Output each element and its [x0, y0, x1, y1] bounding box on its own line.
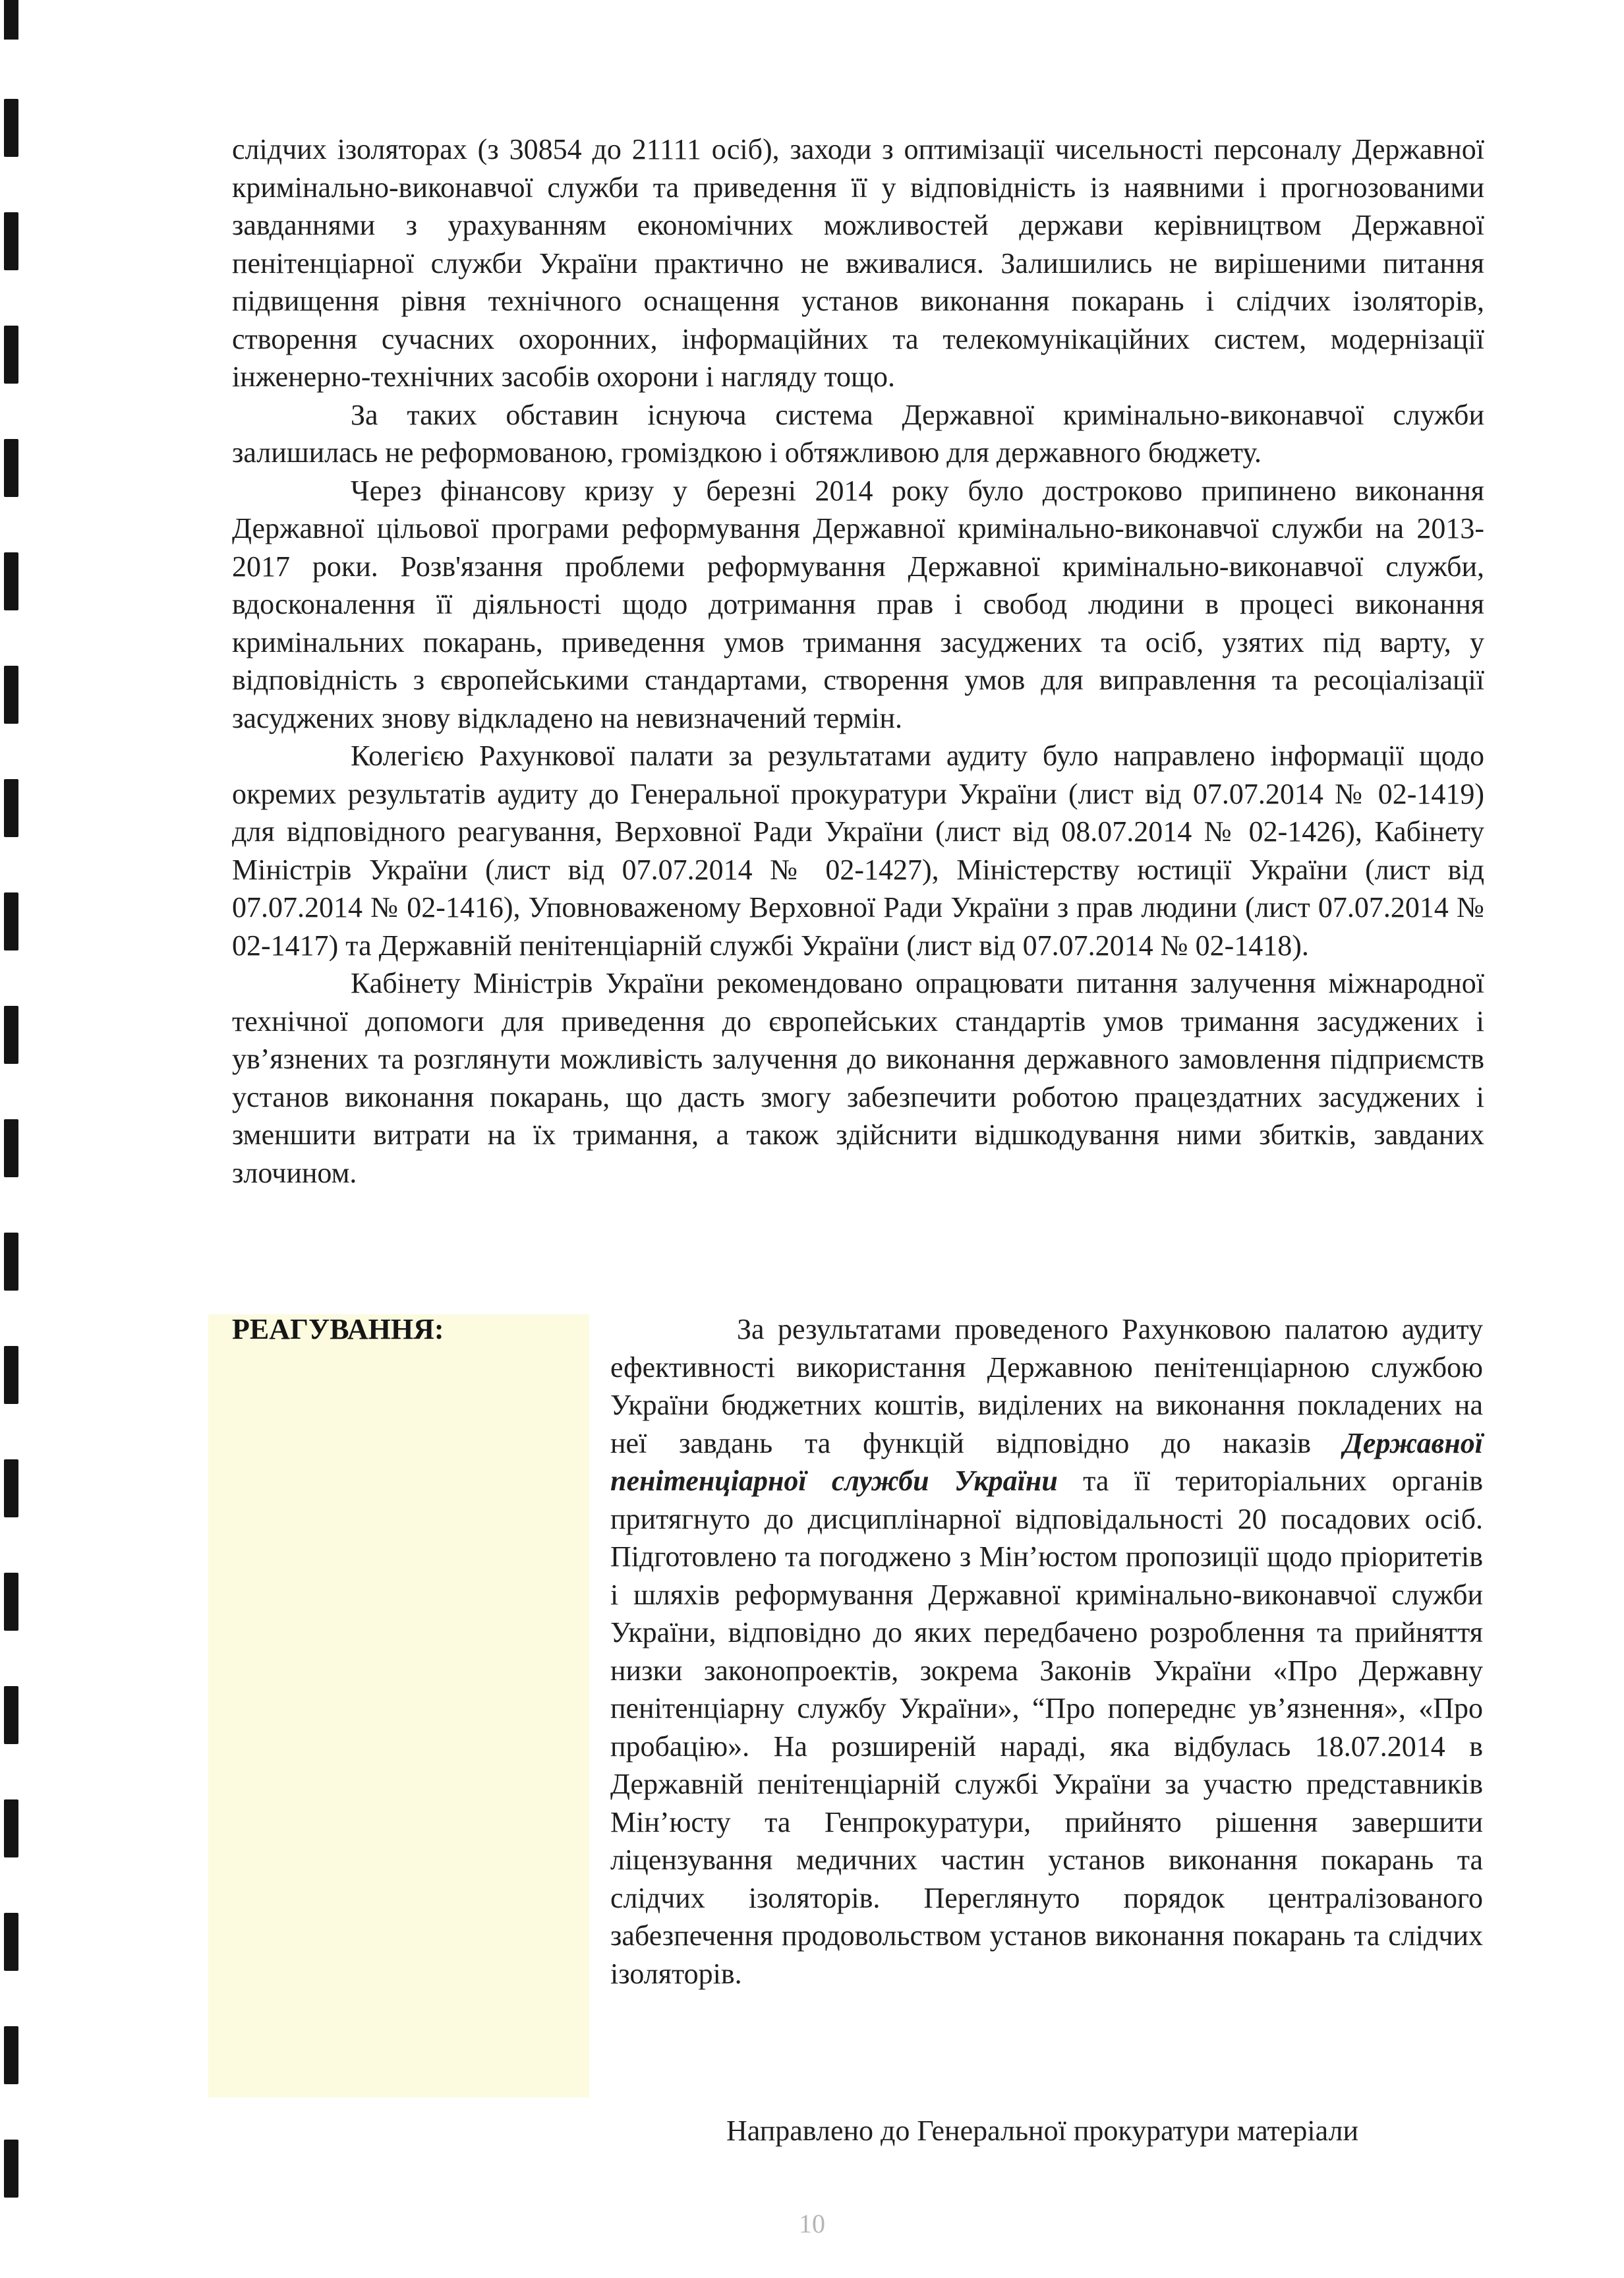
- reaction-text-end: та її територіальних органів притягнуто до дисциплінарної відповідальності 20 посадових осіб. Підготовлено та погоджено з Мін’юстом пропозиції щодо пріоритетів і шляхів реформування Державної кримінально-виконавчої служби України, відповідно до яких передбачено розроблення та прийняття низки законопроектів, зокрема Законів України «Про Державну пенітенціарну службу України», “Про попереднє ув’язнення», «Про пробацію». На розширеній нараді, яка відбулась 18.07.2014 в Державній пенітенціарній службі України за участю представників Мін’юсту та Генпрокуратури, прийнято рішення завершити ліцензування медичних частин установ виконання покарань та слідчих ізоляторів. Переглянуто порядок централізованого забезпечення продовольством установ виконання покарань та слідчих ізоляторів.: [610, 1465, 1484, 1990]
- binding-mark: [4, 1346, 18, 1404]
- binding-mark: [4, 212, 18, 270]
- binding-mark: [4, 552, 18, 610]
- binding-mark: [4, 2140, 18, 2198]
- binding-mark: [4, 439, 18, 497]
- reaction-heading: РЕАГУВАННЯ:: [232, 1313, 444, 1345]
- binding-mark: [4, 1686, 18, 1744]
- reaction-emphasis: Державної пенітенціарної служби України: [610, 1426, 1483, 1497]
- binding-mark: [4, 99, 18, 157]
- page-number: 10: [799, 2209, 825, 2238]
- paragraph-prosecutor-materials: Направлено до Генеральної прокуратури матеріали: [726, 2115, 1359, 2147]
- reaction-text: [610, 1310, 1483, 1993]
- binding-mark: [4, 1799, 18, 1857]
- binding-strip: [0, 0, 20, 2278]
- body-text: [232, 131, 1484, 1192]
- binding-mark: [4, 1573, 18, 1631]
- paragraph-cabinet-recommendation: Кабінету Міністрів України рекомендовано опрацювати питання залучення міжнародної технічної допомоги для приведення до європейських стандартів умов тримання засуджених і ув’язнених та розглянути можливість залучення до виконання державного замовлення підприємств установ виконання покарань, що дасть змогу забезпечити роботою працездатних засуджених і зменшити витрати на їх тримання, а також здійснити відшкодування ними збитків, завданих злочином.: [232, 967, 1484, 1189]
- binding-mark: [4, 1233, 18, 1291]
- reaction-text-start: За результатами проведеного Рахунковою палатою аудиту ефективності використання Державною пенітенціарною службою України бюджетних коштів, виділених на виконання покладених на неї завдань та функцій відповідно до наказів: [610, 1313, 1483, 1459]
- reaction-paragraph: [610, 1310, 1483, 1993]
- binding-mark: [4, 779, 18, 837]
- binding-mark: [4, 1006, 18, 1064]
- binding-mark: [4, 0, 18, 40]
- binding-mark: [4, 892, 18, 950]
- binding-mark: [4, 2026, 18, 2084]
- paragraph-system-not-reformed: За таких обставин існуюча система Державної кримінально-виконавчої служби залишилась не реформованою, громіздкою і обтяжливою для державного бюджету.: [232, 398, 1484, 469]
- paragraph-collegium-letters: Колегією Рахункової палати за результатами аудиту було направлено інформації щодо окремих результатів аудиту до Генеральної прокуратури України (лист від 07.07.2014 № 02-1419) для відповідного реагування, Верховної Ради України (лист від 08.07.2014 № 02-1426), Кабінету Міністрів України (лист від 07.07.2014 № 02-1427), Міністерству юстиції України (лист від 07.07.2014 № 02-1416), Уповноваженому Верховної Ради України з прав людини (лист 07.07.2014 № 02-1417) та Державній пенітенціарній службі України (лист від 07.07.2014 № 02-1418).: [232, 740, 1484, 962]
- binding-mark: [4, 666, 18, 724]
- reaction-highlight: [208, 1314, 589, 2097]
- continued-paragraph: [232, 2112, 1484, 2150]
- binding-mark: [4, 1459, 18, 1517]
- paragraph-financial-crisis: Через фінансову кризу у березні 2014 року було достроково припинено виконання Державної цільової програми реформування Державної кримінально-виконавчої служби на 2013-2017 роки. Розв'язання проблеми реформування Державної кримінально-виконавчої служби, вдосконалення її діяльності щодо дотримання прав і свобод людини в процесі виконання кримінальних покарань, приведення умов тримання засуджених та осіб, узятих під варту, у відповідність з європейськими стандартами, створення умов для виправлення та ресоціалізації засуджених знову відкладено на невизначений термін.: [232, 474, 1484, 734]
- binding-mark: [4, 1119, 18, 1177]
- binding-mark: [4, 326, 18, 384]
- binding-mark: [4, 1913, 18, 1971]
- paragraph-continuation: слідчих ізоляторах (з 30854 до 21111 осіб), заходи з оптимізації чисельності персоналу Державної кримінально-виконавчої служби та приведення її у відповідність із наявними і прогнозованими завданнями з урахуванням економічних можливостей держави керівництвом Державної пенітенціарної служби України практично не вживалися. Залишились не вирішеними питання підвищення рівня технічного оснащення установ виконання покарань і слідчих ізоляторів, створення сучасних охоронних, інформаційних та телекомунікаційних систем, модернізації інженерно-технічних засобів охорони і нагляду тощо.: [232, 133, 1484, 393]
